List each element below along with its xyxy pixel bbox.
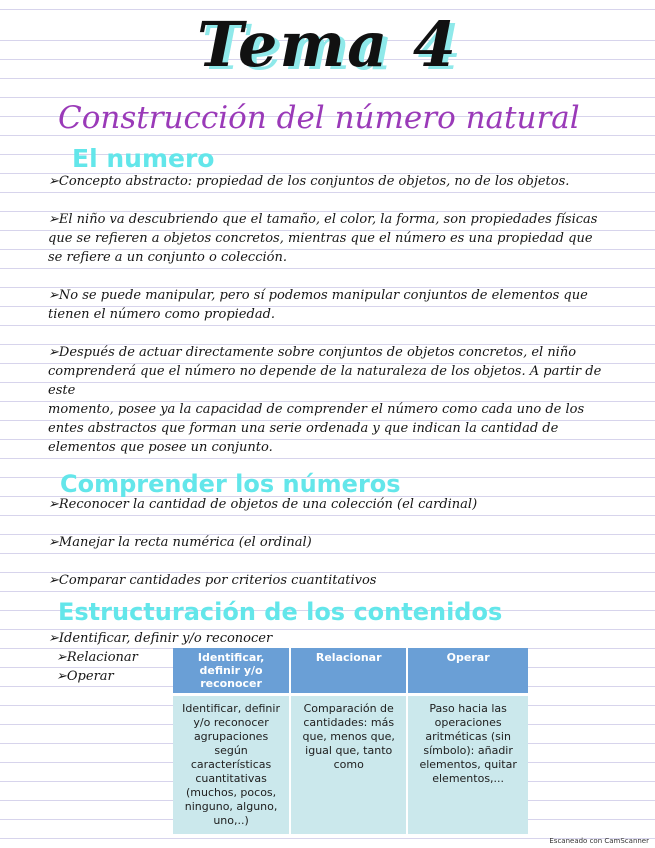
table-header-identificar: Identificar, definir y/o reconocer [173,648,290,695]
content-structure-table [173,648,528,834]
paragraph-momento: momento, posee ya la capacidad de comprender el número como cada uno de los entes abstractos que forman una serie ordenada y que indican la cantidad de elementos que posee un conjunto. [48,402,585,455]
table-header-operar: Operar [407,648,528,695]
list-item-comparar: ➢Comparar cantidades por criterios cuantitativos [48,573,377,588]
section-heading-estructuracion: Estructuración de los contenidos [58,598,503,626]
list-item-relacionar: ➢Relacionar [56,650,138,665]
table-cell-operar: Paso hacia las operaciones aritméticas (sin símbolo): añadir elementos, quitar elementos,... [407,695,528,835]
table-cell-identificar: Identificar, definir y/o reconocer agrupaciones según características cuantitativas (muchos, pocos, ninguno, alguno, uno,..) [173,695,290,835]
scanner-watermark: Escaneado con CamScanner [549,837,649,845]
list-item-identificar: ➢Identificar, definir y/o reconocer [48,631,273,646]
paragraph-manipular: ➢No se puede manipular, pero sí podemos manipular conjuntos de elementos que tienen el número como propiedad. [48,288,588,322]
list-item-operar: ➢Operar [56,669,114,684]
table-row [173,695,528,835]
table-header-relacionar: Relacionar [290,648,407,695]
paragraph-despues-actuar: ➢Después de actuar directamente sobre conjuntos de objetos concretos, el niño comprenderá que el número no depende de la naturaleza de los objetos. A partir de este [48,345,602,398]
list-item-manejar: ➢Manejar la recta numérica (el ordinal) [48,535,312,550]
page-subtitle: Construcción del número natural [58,100,580,136]
page-title: Tema 4 [197,8,458,81]
section-heading-numero: El numero [72,144,215,173]
list-item-reconocer: ➢Reconocer la cantidad de objetos de una colección (el cardinal) [48,497,478,512]
table-header-row [173,648,528,695]
paragraph-nino-descubriendo: ➢El niño va descubriendo que el tamaño, el color, la forma, son propiedades físicas que se refieren a objetos concretos, mientras que el número es una propiedad que se refiere a un conjunto o colección. [48,212,598,265]
paragraph-concepto: ➢Concepto abstracto: propiedad de los conjuntos de objetos, no de los objetos. [48,174,570,189]
table-cell-relacionar: Comparación de cantidades: más que, menos que, igual que, tanto como [290,695,407,835]
section-heading-comprender: Comprender los números [60,470,401,498]
